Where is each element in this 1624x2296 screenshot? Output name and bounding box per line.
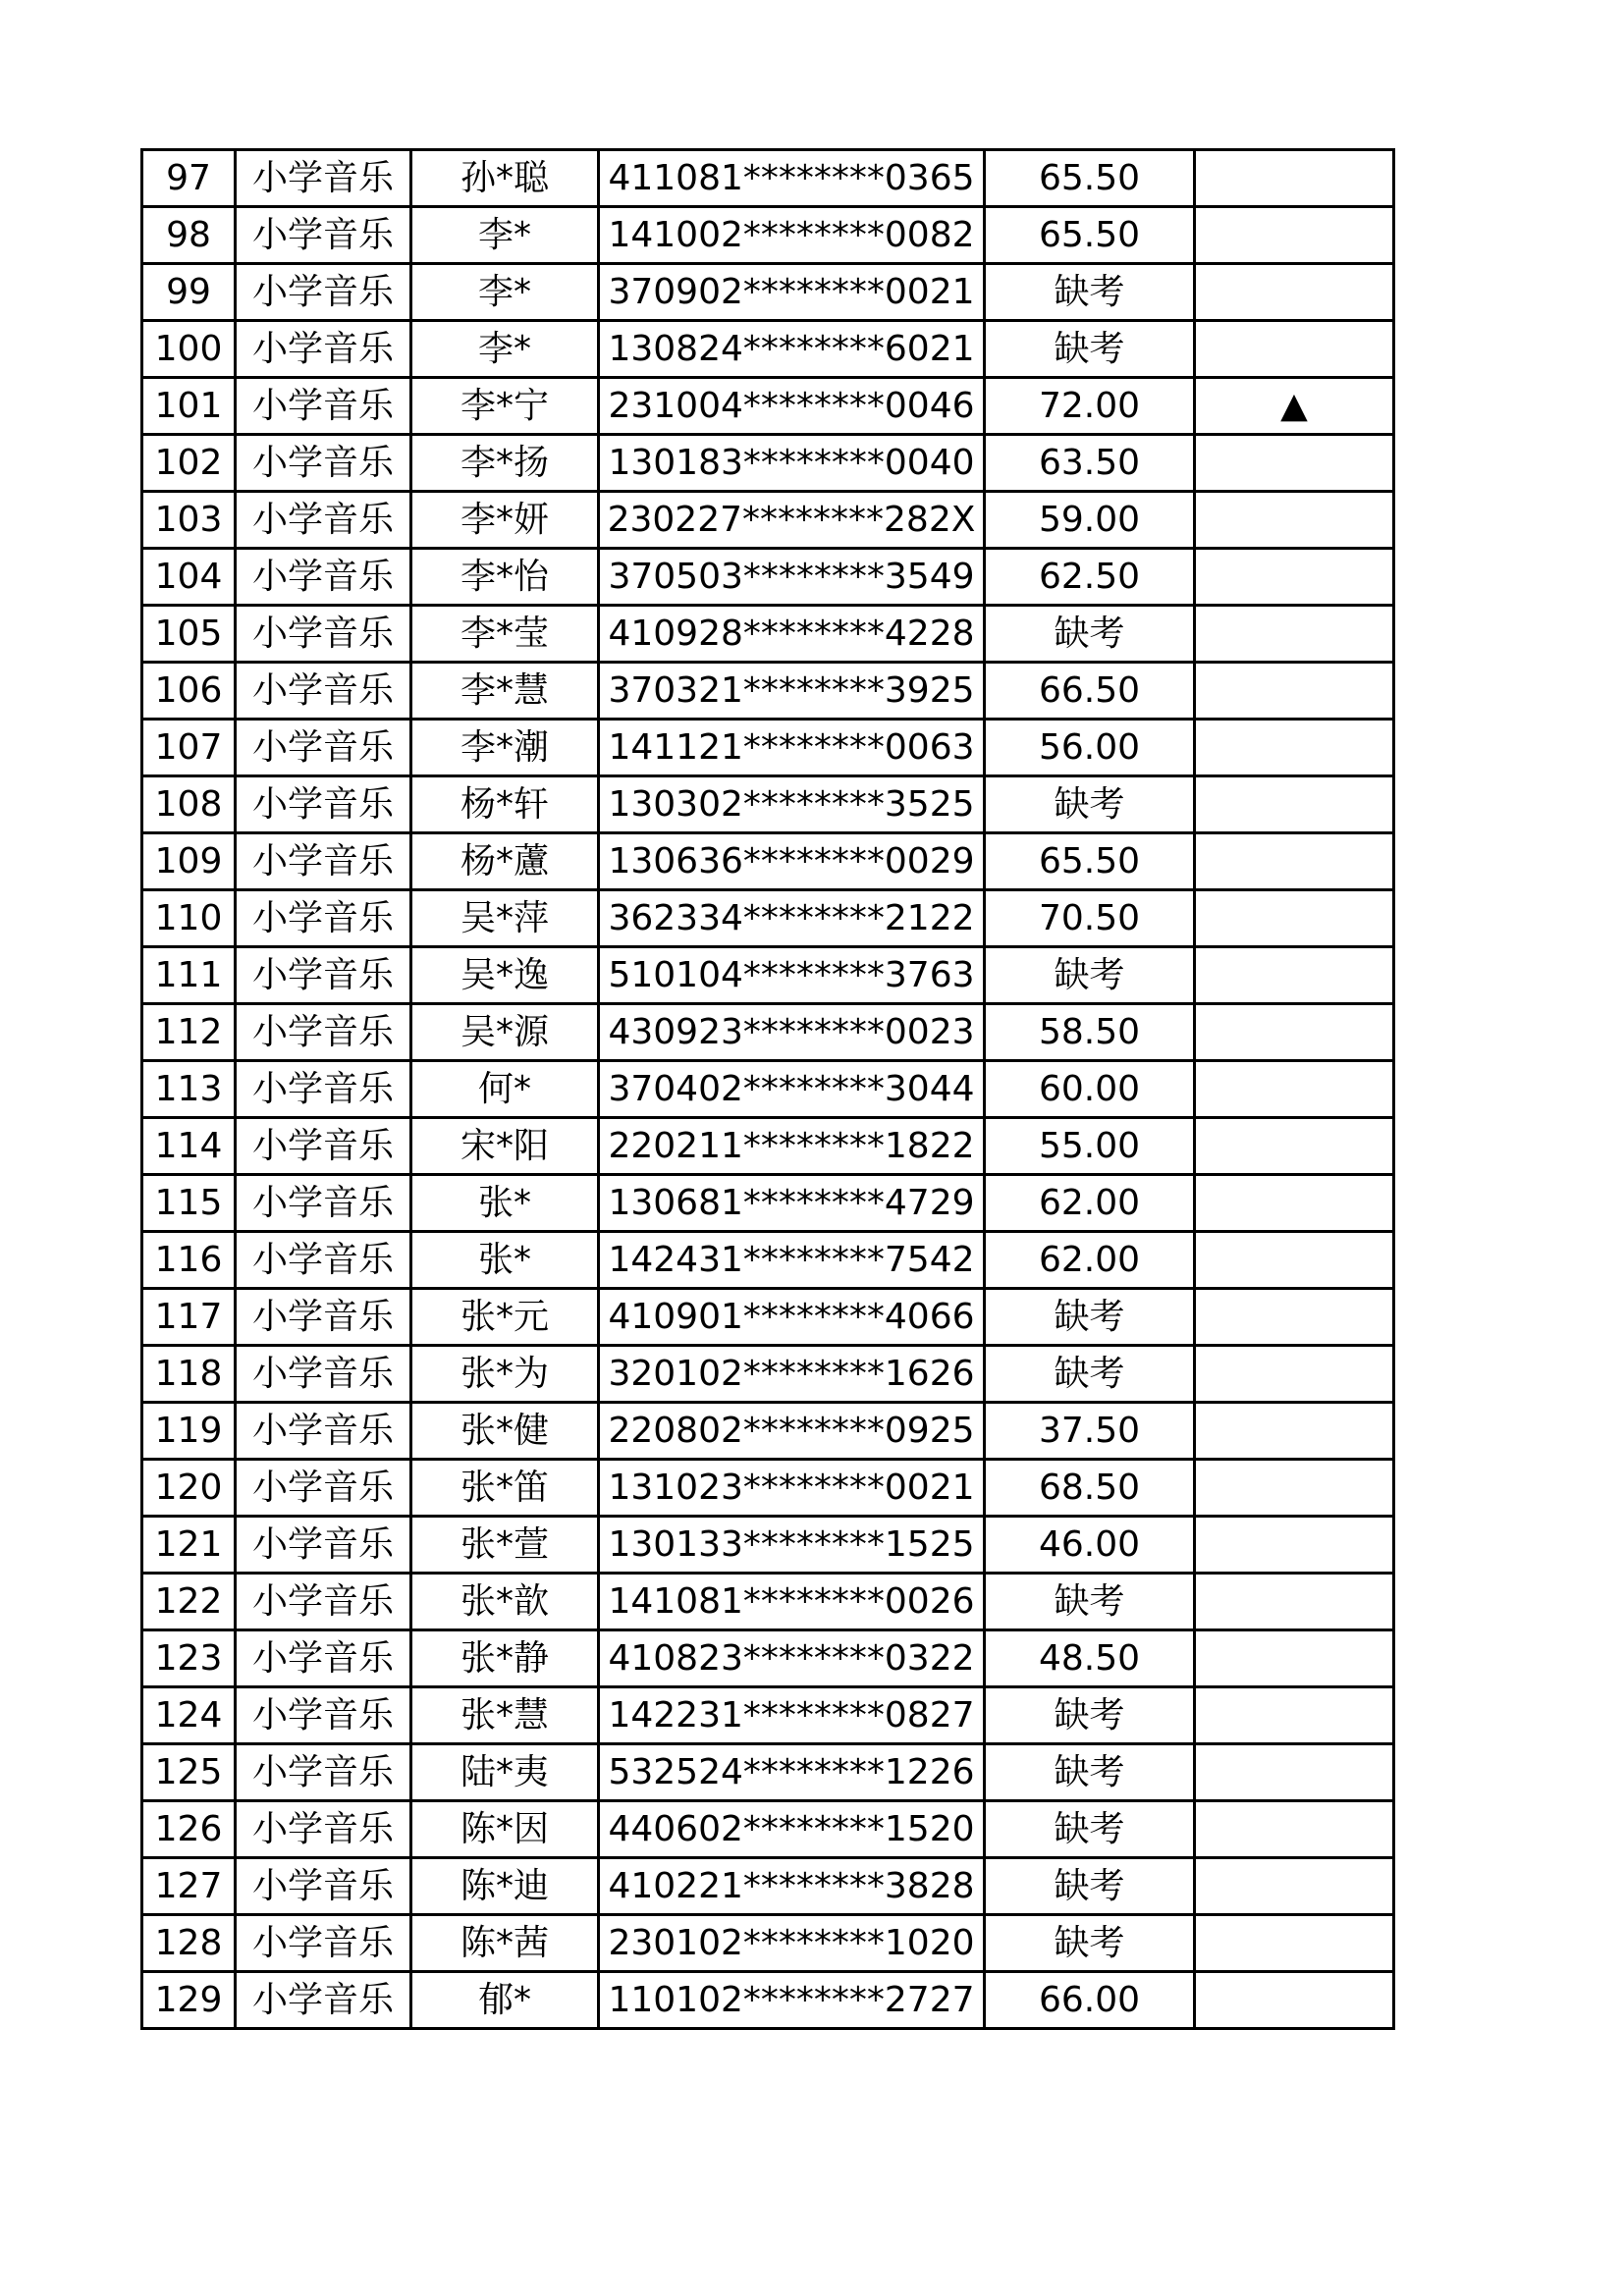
candidate-name-cell: 李*妍	[411, 492, 599, 549]
subject-cell: 小学音乐	[236, 1687, 411, 1744]
id-number-cell: 130824********6021	[599, 321, 985, 378]
candidate-name-cell: 张*健	[411, 1403, 599, 1460]
row-number-cell: 110	[142, 890, 236, 947]
score-cell: 缺考	[985, 1687, 1195, 1744]
id-number-cell: 220211********1822	[599, 1118, 985, 1175]
mark-cell	[1195, 1289, 1394, 1346]
subject-cell: 小学音乐	[236, 321, 411, 378]
score-cell: 48.50	[985, 1630, 1195, 1687]
id-number-cell: 230102********1020	[599, 1915, 985, 1972]
table-row	[142, 1972, 1394, 2029]
table-row	[142, 1061, 1394, 1118]
mark-cell	[1195, 947, 1394, 1004]
table-row	[142, 492, 1394, 549]
row-number-cell: 117	[142, 1289, 236, 1346]
mark-cell	[1195, 1460, 1394, 1517]
candidate-name-cell: 李*扬	[411, 435, 599, 492]
subject-cell: 小学音乐	[236, 776, 411, 833]
id-number-cell: 362334********2122	[599, 890, 985, 947]
subject-cell: 小学音乐	[236, 1801, 411, 1858]
row-number-cell: 99	[142, 264, 236, 321]
table-row	[142, 1574, 1394, 1630]
subject-cell: 小学音乐	[236, 1517, 411, 1574]
score-cell: 70.50	[985, 890, 1195, 947]
mark-cell	[1195, 1744, 1394, 1801]
score-cell: 55.00	[985, 1118, 1195, 1175]
row-number-cell: 112	[142, 1004, 236, 1061]
candidate-name-cell: 张*萱	[411, 1517, 599, 1574]
subject-cell: 小学音乐	[236, 207, 411, 264]
row-number-cell: 119	[142, 1403, 236, 1460]
candidate-name-cell: 张*为	[411, 1346, 599, 1403]
candidate-name-cell: 陆*夷	[411, 1744, 599, 1801]
table-row	[142, 1460, 1394, 1517]
row-number-cell: 103	[142, 492, 236, 549]
mark-cell	[1195, 1630, 1394, 1687]
row-number-cell: 106	[142, 663, 236, 720]
id-number-cell: 410221********3828	[599, 1858, 985, 1915]
subject-cell: 小学音乐	[236, 435, 411, 492]
table-row	[142, 1801, 1394, 1858]
mark-cell	[1195, 321, 1394, 378]
score-cell: 缺考	[985, 1801, 1195, 1858]
candidate-name-cell: 张*笛	[411, 1460, 599, 1517]
score-cell: 缺考	[985, 947, 1195, 1004]
table-row	[142, 1289, 1394, 1346]
id-number-cell: 130183********0040	[599, 435, 985, 492]
row-number-cell: 102	[142, 435, 236, 492]
row-number-cell: 113	[142, 1061, 236, 1118]
results-table-body	[142, 150, 1394, 2029]
subject-cell: 小学音乐	[236, 1118, 411, 1175]
score-cell: 60.00	[985, 1061, 1195, 1118]
row-number-cell: 125	[142, 1744, 236, 1801]
candidate-name-cell: 李*莹	[411, 606, 599, 663]
subject-cell: 小学音乐	[236, 1744, 411, 1801]
table-row	[142, 1118, 1394, 1175]
table-row	[142, 321, 1394, 378]
candidate-name-cell: 李*宁	[411, 378, 599, 435]
mark-cell: ▲	[1195, 378, 1394, 435]
table-row	[142, 1517, 1394, 1574]
row-number-cell: 104	[142, 549, 236, 606]
row-number-cell: 122	[142, 1574, 236, 1630]
mark-cell	[1195, 1232, 1394, 1289]
subject-cell: 小学音乐	[236, 1972, 411, 2029]
score-cell: 65.50	[985, 833, 1195, 890]
score-cell: 37.50	[985, 1403, 1195, 1460]
row-number-cell: 121	[142, 1517, 236, 1574]
score-cell: 缺考	[985, 606, 1195, 663]
candidate-name-cell: 郁*	[411, 1972, 599, 2029]
id-number-cell: 220802********0925	[599, 1403, 985, 1460]
id-number-cell: 510104********3763	[599, 947, 985, 1004]
mark-cell	[1195, 207, 1394, 264]
id-number-cell: 370402********3044	[599, 1061, 985, 1118]
mark-cell	[1195, 1403, 1394, 1460]
row-number-cell: 111	[142, 947, 236, 1004]
subject-cell: 小学音乐	[236, 492, 411, 549]
mark-cell	[1195, 890, 1394, 947]
row-number-cell: 101	[142, 378, 236, 435]
id-number-cell: 370902********0021	[599, 264, 985, 321]
table-row	[142, 1744, 1394, 1801]
subject-cell: 小学音乐	[236, 606, 411, 663]
table-row	[142, 150, 1394, 207]
id-number-cell: 320102********1626	[599, 1346, 985, 1403]
id-number-cell: 411081********0365	[599, 150, 985, 207]
candidate-name-cell: 吴*萍	[411, 890, 599, 947]
id-number-cell: 141002********0082	[599, 207, 985, 264]
subject-cell: 小学音乐	[236, 890, 411, 947]
subject-cell: 小学音乐	[236, 1346, 411, 1403]
row-number-cell: 114	[142, 1118, 236, 1175]
candidate-name-cell: 杨*藘	[411, 833, 599, 890]
row-number-cell: 118	[142, 1346, 236, 1403]
mark-cell	[1195, 1118, 1394, 1175]
mark-cell	[1195, 606, 1394, 663]
mark-cell	[1195, 833, 1394, 890]
mark-cell	[1195, 492, 1394, 549]
mark-cell	[1195, 435, 1394, 492]
id-number-cell: 370321********3925	[599, 663, 985, 720]
id-number-cell: 130681********4729	[599, 1175, 985, 1232]
subject-cell: 小学音乐	[236, 1403, 411, 1460]
row-number-cell: 123	[142, 1630, 236, 1687]
mark-cell	[1195, 1517, 1394, 1574]
subject-cell: 小学音乐	[236, 947, 411, 1004]
subject-cell: 小学音乐	[236, 1574, 411, 1630]
table-row	[142, 1004, 1394, 1061]
score-cell: 缺考	[985, 1346, 1195, 1403]
subject-cell: 小学音乐	[236, 1915, 411, 1972]
subject-cell: 小学音乐	[236, 720, 411, 776]
subject-cell: 小学音乐	[236, 150, 411, 207]
mark-cell	[1195, 1061, 1394, 1118]
score-cell: 缺考	[985, 1858, 1195, 1915]
score-cell: 56.00	[985, 720, 1195, 776]
subject-cell: 小学音乐	[236, 1289, 411, 1346]
table-row	[142, 264, 1394, 321]
row-number-cell: 120	[142, 1460, 236, 1517]
score-cell: 缺考	[985, 321, 1195, 378]
candidate-name-cell: 何*	[411, 1061, 599, 1118]
mark-cell	[1195, 663, 1394, 720]
mark-cell	[1195, 150, 1394, 207]
table-row	[142, 435, 1394, 492]
id-number-cell: 142431********7542	[599, 1232, 985, 1289]
table-row	[142, 1630, 1394, 1687]
candidate-name-cell: 陈*因	[411, 1801, 599, 1858]
subject-cell: 小学音乐	[236, 378, 411, 435]
id-number-cell: 231004********0046	[599, 378, 985, 435]
row-number-cell: 126	[142, 1801, 236, 1858]
subject-cell: 小学音乐	[236, 549, 411, 606]
table-row	[142, 207, 1394, 264]
table-row	[142, 1858, 1394, 1915]
subject-cell: 小学音乐	[236, 1630, 411, 1687]
table-row	[142, 1175, 1394, 1232]
mark-cell	[1195, 1858, 1394, 1915]
score-cell: 58.50	[985, 1004, 1195, 1061]
candidate-name-cell: 孙*聪	[411, 150, 599, 207]
id-number-cell: 370503********3549	[599, 549, 985, 606]
score-cell: 65.50	[985, 150, 1195, 207]
mark-cell	[1195, 720, 1394, 776]
table-row	[142, 663, 1394, 720]
subject-cell: 小学音乐	[236, 1175, 411, 1232]
table-row	[142, 720, 1394, 776]
candidate-name-cell: 张*元	[411, 1289, 599, 1346]
mark-cell	[1195, 1801, 1394, 1858]
id-number-cell: 532524********1226	[599, 1744, 985, 1801]
candidate-name-cell: 张*	[411, 1232, 599, 1289]
candidate-name-cell: 张*慧	[411, 1687, 599, 1744]
subject-cell: 小学音乐	[236, 1061, 411, 1118]
table-row	[142, 378, 1394, 435]
id-number-cell: 410928********4228	[599, 606, 985, 663]
score-cell: 缺考	[985, 264, 1195, 321]
candidate-name-cell: 宋*阳	[411, 1118, 599, 1175]
mark-cell	[1195, 1687, 1394, 1744]
subject-cell: 小学音乐	[236, 264, 411, 321]
table-row	[142, 549, 1394, 606]
row-number-cell: 109	[142, 833, 236, 890]
candidate-name-cell: 杨*轩	[411, 776, 599, 833]
id-number-cell: 141121********0063	[599, 720, 985, 776]
mark-cell	[1195, 1346, 1394, 1403]
candidate-name-cell: 陈*迪	[411, 1858, 599, 1915]
row-number-cell: 115	[142, 1175, 236, 1232]
score-cell: 62.00	[985, 1175, 1195, 1232]
id-number-cell: 130302********3525	[599, 776, 985, 833]
row-number-cell: 105	[142, 606, 236, 663]
score-cell: 59.00	[985, 492, 1195, 549]
score-cell: 66.50	[985, 663, 1195, 720]
id-number-cell: 440602********1520	[599, 1801, 985, 1858]
table-row	[142, 833, 1394, 890]
score-cell: 62.00	[985, 1232, 1195, 1289]
id-number-cell: 130636********0029	[599, 833, 985, 890]
subject-cell: 小学音乐	[236, 833, 411, 890]
table-row	[142, 776, 1394, 833]
results-table	[140, 148, 1395, 2030]
score-cell: 68.50	[985, 1460, 1195, 1517]
score-cell: 65.50	[985, 207, 1195, 264]
table-row	[142, 1403, 1394, 1460]
mark-cell	[1195, 1574, 1394, 1630]
subject-cell: 小学音乐	[236, 663, 411, 720]
candidate-name-cell: 张*	[411, 1175, 599, 1232]
row-number-cell: 124	[142, 1687, 236, 1744]
score-cell: 缺考	[985, 1915, 1195, 1972]
score-cell: 72.00	[985, 378, 1195, 435]
row-number-cell: 129	[142, 1972, 236, 2029]
id-number-cell: 130133********1525	[599, 1517, 985, 1574]
candidate-name-cell: 吴*源	[411, 1004, 599, 1061]
mark-cell	[1195, 1175, 1394, 1232]
table-row	[142, 606, 1394, 663]
id-number-cell: 142231********0827	[599, 1687, 985, 1744]
row-number-cell: 127	[142, 1858, 236, 1915]
candidate-name-cell: 李*	[411, 264, 599, 321]
candidate-name-cell: 李*怡	[411, 549, 599, 606]
table-row	[142, 1915, 1394, 1972]
subject-cell: 小学音乐	[236, 1460, 411, 1517]
row-number-cell: 98	[142, 207, 236, 264]
row-number-cell: 108	[142, 776, 236, 833]
table-row	[142, 1232, 1394, 1289]
id-number-cell: 230227********282X	[599, 492, 985, 549]
id-number-cell: 110102********2727	[599, 1972, 985, 2029]
candidate-name-cell: 张*静	[411, 1630, 599, 1687]
score-cell: 缺考	[985, 1289, 1195, 1346]
subject-cell: 小学音乐	[236, 1004, 411, 1061]
score-cell: 63.50	[985, 435, 1195, 492]
score-cell: 缺考	[985, 776, 1195, 833]
table-row	[142, 890, 1394, 947]
candidate-name-cell: 李*	[411, 321, 599, 378]
row-number-cell: 116	[142, 1232, 236, 1289]
mark-cell	[1195, 1915, 1394, 1972]
row-number-cell: 128	[142, 1915, 236, 1972]
mark-cell	[1195, 1004, 1394, 1061]
subject-cell: 小学音乐	[236, 1858, 411, 1915]
id-number-cell: 141081********0026	[599, 1574, 985, 1630]
id-number-cell: 430923********0023	[599, 1004, 985, 1061]
row-number-cell: 97	[142, 150, 236, 207]
score-cell: 缺考	[985, 1744, 1195, 1801]
mark-cell	[1195, 776, 1394, 833]
candidate-name-cell: 吴*逸	[411, 947, 599, 1004]
candidate-name-cell: 陈*茜	[411, 1915, 599, 1972]
table-row	[142, 1346, 1394, 1403]
score-cell: 66.00	[985, 1972, 1195, 2029]
mark-cell	[1195, 264, 1394, 321]
score-cell: 缺考	[985, 1574, 1195, 1630]
table-row	[142, 947, 1394, 1004]
table-row	[142, 1687, 1394, 1744]
candidate-name-cell: 李*慧	[411, 663, 599, 720]
id-number-cell: 131023********0021	[599, 1460, 985, 1517]
candidate-name-cell: 李*	[411, 207, 599, 264]
id-number-cell: 410823********0322	[599, 1630, 985, 1687]
score-cell: 46.00	[985, 1517, 1195, 1574]
row-number-cell: 107	[142, 720, 236, 776]
mark-cell	[1195, 549, 1394, 606]
candidate-name-cell: 李*潮	[411, 720, 599, 776]
candidate-name-cell: 张*歆	[411, 1574, 599, 1630]
id-number-cell: 410901********4066	[599, 1289, 985, 1346]
score-cell: 62.50	[985, 549, 1195, 606]
mark-cell	[1195, 1972, 1394, 2029]
subject-cell: 小学音乐	[236, 1232, 411, 1289]
row-number-cell: 100	[142, 321, 236, 378]
